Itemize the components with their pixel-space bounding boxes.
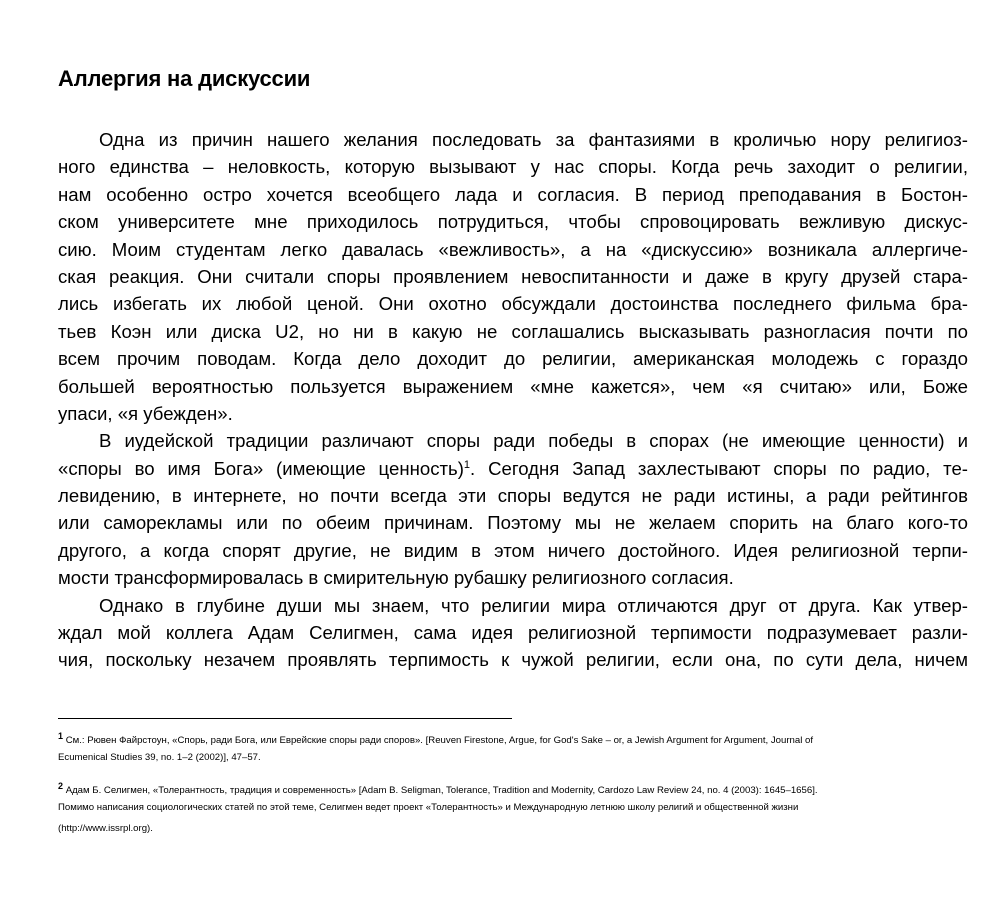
text-line: нам особенно остро хочется всеобщего лада и согласия. В период преподавания в Бостон- [58,183,968,205]
footnote-text: Адам Б. Селигмен, «Толерантность, традиция и современность» [Adam B. Seligman, Tolerance, Tradition and Modernity, Cardozo Law Review 24, no. 4 (2003): 1645–1656]. [65,785,818,796]
footnote-1 [58,726,970,768]
text-line: большей вероятностью пользуется выражением «мне кажется», чем «я считаю» или, Боже [58,375,968,397]
text-line: левидению, в интернете, но почти всегда эти споры ведутся не ради истины, а ради рейтингов [58,485,968,507]
text-line: или саморекламы или по обеим причинам. Поэтому мы не желаем спорить на благо кого-то [58,512,968,534]
footnote-number: 1 [58,731,64,741]
footnote-number: 2 [58,781,64,791]
text-line: ская реакция. Они считали споры проявлением невоспитанности и даже в кругу друзей стара- [58,265,968,287]
text-line: чия, поскольку незачем проявлять терпимость к чужой религии, если она, по сути дела, ничем [58,649,968,671]
text-line: тьев Коэн или диска U2, но ни в какую не соглашались высказывать разногласия почти по [58,320,968,342]
footnote-2 [58,776,970,839]
text-line: сию. Моим студентам легко давалась «вежливость», а на «дискуссию» возникала аллергиче- [58,238,968,260]
text-line-with-footnote-ref [58,455,968,482]
footnotes [58,726,970,839]
text-line: лись избегать их любой ценой. Они охотно обсуждали достоинства последнего фильма бра- [58,293,968,315]
text-segment: . Сегодня Запад захлестывают споры по радио, те- [470,457,968,479]
paragraph-3 [58,592,968,674]
text-line: мости трансформировалась в смирительную рубашку религиозного согласия. [58,567,734,589]
text-line: ждал мой коллега Адам Селигмен, сама идея религиозной терпимости подразумевает разли- [58,622,968,644]
text-line: ском университете мне приходилось потрудиться, чтобы спровоцировать вежливую дискус- [58,211,968,233]
body-text [58,126,968,674]
text-line: В иудейской традиции различают споры ради победы в спорах (не имеющие ценности) и [99,430,968,452]
section-heading: Аллергия на дискуссии [58,66,311,91]
footnote-text: См.: Рювен Файрстоун, «Спорь, ради Бога, или Еврейские споры ради споров». [Reuven Firestone, Argue, for God's Sake – or, a Jewish Argument for Argument, Journal of [65,735,814,746]
footnote-line [58,726,970,747]
text-line: всем прочим поводам. Когда дело доходит до религии, американская молодежь с гораздо [58,348,968,370]
text-line: упаси, «я убежден». [58,402,233,424]
footnote-line: Ecumenical Studies 39, no. 1–2 (2002)], 47–57. [58,752,261,763]
text-line: ного единства – неловкость, которую вызывают у нас споры. Когда речь заходит о религии, [58,156,968,178]
footnote-link-line[interactable]: (http://www.issrpl.org). [58,823,153,834]
footnote-line: Помимо написания социологических статей по этой теме, Селигмен ведет проект «Толерантность» и Международную летнюю школу религий и общественной жизни [58,802,799,813]
text-segment: «споры во имя Бога» (имеющие ценность) [58,457,464,479]
footnote-separator [58,718,512,719]
footnote-line [58,776,970,797]
text-line: Одна из причин нашего желания последовать за фантазиями в кроличью нору религиоз- [99,129,968,150]
paragraph-2 [58,427,968,591]
footnote-ref-1[interactable]: 1 [463,458,471,471]
text-line: Однако в глубине души мы знаем, что религии мира отличаются друг от друга. Как утвер- [99,594,968,616]
paragraph-1 [58,126,968,427]
text-line: другого, а когда спорят другие, не видим в этом ничего достойного. Идея религиозной терпи- [58,539,968,561]
